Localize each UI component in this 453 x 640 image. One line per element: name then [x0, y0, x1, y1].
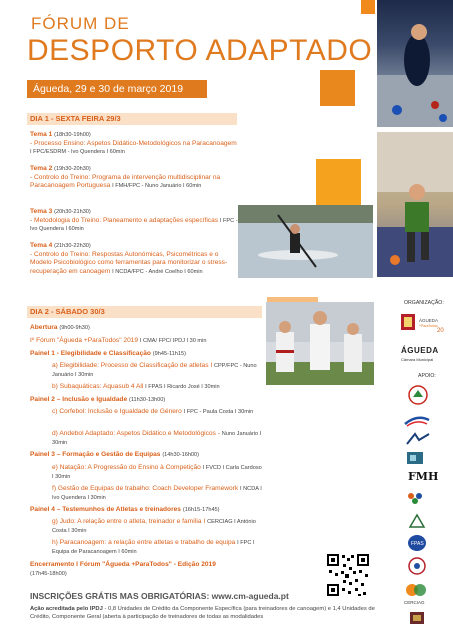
photo-boccia: [377, 0, 453, 127]
accreditation-note: [30, 605, 380, 621]
painel-time: (16h15-17h45): [182, 507, 220, 513]
accreditation-text: - 0,8 Unidades de Crédito da Componente Específica (para treinadores de canoagem) e 1,4 Unidades de Crédito, Componente Geral (aberta à participação de treinadores de todas as modalidades: [30, 606, 375, 620]
qr-code[interactable]: [325, 552, 371, 598]
logo-corfebol: [407, 512, 427, 530]
decor-square: [316, 159, 361, 211]
day1-item: [30, 165, 238, 191]
painel-item: [52, 408, 262, 417]
day1-item-title: Tema 1: [30, 131, 53, 138]
day1-item-meta: I FMH/FPC - Nuno Januário I 60min: [112, 183, 202, 190]
painel-title: [30, 350, 270, 359]
photo-judo: [266, 302, 374, 385]
abertura-title: Abertura: [30, 324, 58, 331]
day1-item-meta: I FPC - Ivo Quendera I 60min: [30, 217, 238, 233]
abertura: [30, 324, 270, 333]
day1-item-text: - Processo Ensino: Aspetos Didático-Metodológicos na Paracanoagem: [30, 139, 237, 147]
logo-fpas: [406, 533, 428, 553]
svg-text:20: 20: [437, 328, 444, 334]
encerramento: [30, 561, 280, 578]
event-date: Águeda, 29 e 30 de março 2019: [27, 80, 207, 98]
cerciag-label: CERCIAG: [404, 600, 425, 605]
logo-ipdj: [407, 384, 429, 406]
title-main: DESPORTO ADAPTADO: [27, 34, 373, 67]
logo-fpc: [403, 410, 431, 428]
day1-item-text: - Metodologia do Treino: Planeamento e adaptações específicas: [30, 216, 219, 224]
painel-title: [30, 396, 270, 405]
painel-item-meta: Nuno Januário I 30min: [52, 431, 262, 446]
painel-item-text: a) Elegibilidade: Processo de Classificação de atletas I: [52, 362, 213, 369]
logo-fmh: FMH: [408, 470, 439, 483]
painel-item-meta: CPP/FPC - Nuno Januário I 30min: [52, 363, 257, 378]
logo-ncda: [405, 450, 425, 466]
svg-text:+ParaTodos: +ParaTodos: [419, 324, 438, 328]
day1-item-text: - Controlo do Treino: Programa de intervenção multidisciplinar na Paracanoagem Portuguesa: [30, 173, 221, 190]
inscricoes-label: INSCRIÇÕES GRÁTIS MAS OBRIGATÓRIAS:: [30, 591, 210, 601]
painel-time: (14h30-16h00): [162, 452, 200, 458]
logo-bottom: [408, 610, 426, 626]
registration-link[interactable]: www.cm-agueda.pt: [211, 591, 289, 601]
day1-item-title: Tema 4: [30, 242, 53, 249]
painel-name: Painel 1 - Elegibilidade e Classificação: [30, 350, 151, 357]
painel-item-meta: I FPC - Paula Costa I 30min: [183, 409, 254, 415]
painel-item: [52, 464, 262, 481]
painel-item-meta: I FVCD I Carla Cardoso I 30min: [52, 465, 262, 480]
day1-label: DIA 1 - SEXTA FEIRA 29/3: [27, 113, 237, 125]
painel-item-meta: CERCIAG I António Costa I 30min: [52, 519, 256, 534]
logo-agueda-paratodos: [401, 310, 445, 334]
painel-title: [30, 506, 290, 515]
day1-item-meta: I NCDA/FPC - André Coelho I 60min: [112, 268, 203, 275]
encerramento-title: Encerramento I Fórum "Águeda +ParaTodos" - Edição 2019: [30, 561, 216, 568]
painel-name: Painel 2 – Inclusão e Igualdade: [30, 396, 128, 403]
svg-text:ÁGUEDA: ÁGUEDA: [419, 318, 439, 323]
apoio-label: APOIO:: [418, 373, 436, 379]
logo-cerciag: [404, 582, 432, 598]
painel-item-text: f) Gestão de Equipas de trabalho: Coach Developer Framework: [52, 485, 239, 492]
organizacao-label: ORGANIZAÇÃO:: [404, 300, 444, 306]
day1-item-meta: I FPC/ESDRM - Ivo Quendera I 60min: [30, 149, 125, 156]
painel-item: [52, 518, 262, 535]
painel-time: (9h45-11h15): [152, 351, 186, 357]
painel-item-meta: I FPC I Equipa de Paracanoagem I 60min: [52, 540, 255, 555]
day1-item-time: (18h30-19h00): [54, 132, 91, 138]
logo-judo: [405, 556, 429, 576]
agueda-logo-text: ÁGUEDA: [401, 346, 439, 355]
day1-item-text: - Controlo do Treino: Respostas Autonómicas, Psicométricas e o Modelo Psicobiológico como ferramentas para monitorizar o stress-recuperação em canoagem: [30, 250, 228, 275]
painel-item-text: b) Subaquáticas: Aquasub 4 All: [52, 383, 144, 390]
forum-line: [30, 337, 270, 346]
camara-logo-text: Câmara Municipal: [401, 357, 434, 362]
photo-football: [377, 132, 453, 277]
painel-item-meta: I NCDA I Ivo Quendera I 30min: [52, 486, 262, 501]
decor-square: [361, 0, 375, 14]
day1-item: [30, 242, 238, 276]
forum-meta: I CMA/ FPC/ IPDJ I 30 min: [139, 338, 207, 344]
painel-item-text: c) Corfebol: Inclusão e Igualdade de Género: [52, 408, 182, 415]
painel-item: [52, 539, 262, 556]
decor-square: [320, 70, 355, 106]
painel-item-text: h) Paracanoagem: a relação entre atletas e trabalho de equipa: [52, 539, 236, 546]
photo-canoe: [238, 205, 373, 278]
day1-item: [30, 131, 238, 157]
title-small: FÓRUM DE: [31, 14, 130, 33]
encerramento-time: (17h45-18h00): [30, 570, 67, 577]
logo-esdrm: [405, 432, 431, 446]
painel-item-text: d) Andebol Adaptado: Aspetos Didático e Metodológicos -: [52, 430, 220, 437]
day1-item-time: (19h30-20h30): [54, 166, 91, 172]
painel-title: [30, 451, 290, 460]
painel-item: [52, 383, 262, 392]
day1-item: [30, 208, 238, 234]
painel-item-meta: I FPAS I Ricardo José I 30min: [145, 384, 220, 390]
day1-item-time: (21h30-22h30): [54, 243, 91, 249]
painel-item: [52, 362, 262, 379]
day2-label: DIA 2 - SÁBADO 30/3: [27, 306, 262, 318]
painel-item: [52, 485, 262, 502]
painel-time: (11h30-13h00): [128, 397, 166, 403]
painel-item-text: e) Natação: A Progressão do Ensino à Competição: [52, 464, 201, 471]
accreditation-bold: Ação acreditada pelo IPDJ: [30, 606, 103, 612]
painel-item-text: g) Judo: A relação entre o atleta, treinador e família I: [52, 518, 206, 525]
day1-item-title: Tema 3: [30, 208, 53, 215]
day1-item-title: Tema 2: [30, 165, 53, 172]
abertura-time: (9h00-9h30): [59, 325, 90, 331]
inscricoes-line: [30, 591, 289, 601]
painel-item: [52, 430, 262, 447]
painel-name: Painel 4 – Testemunhos de Atletas e treinadores: [30, 506, 181, 513]
forum-title: Iº Fórum "Águeda +ParaTodos" 2019: [30, 337, 139, 344]
day1-item-time: (20h30-21h30): [54, 209, 91, 215]
svg-text:FPAS: FPAS: [411, 541, 424, 547]
painel-name: Painel 3 – Formação e Gestão de Equipas: [30, 451, 161, 458]
logo-federacao: [405, 490, 429, 508]
